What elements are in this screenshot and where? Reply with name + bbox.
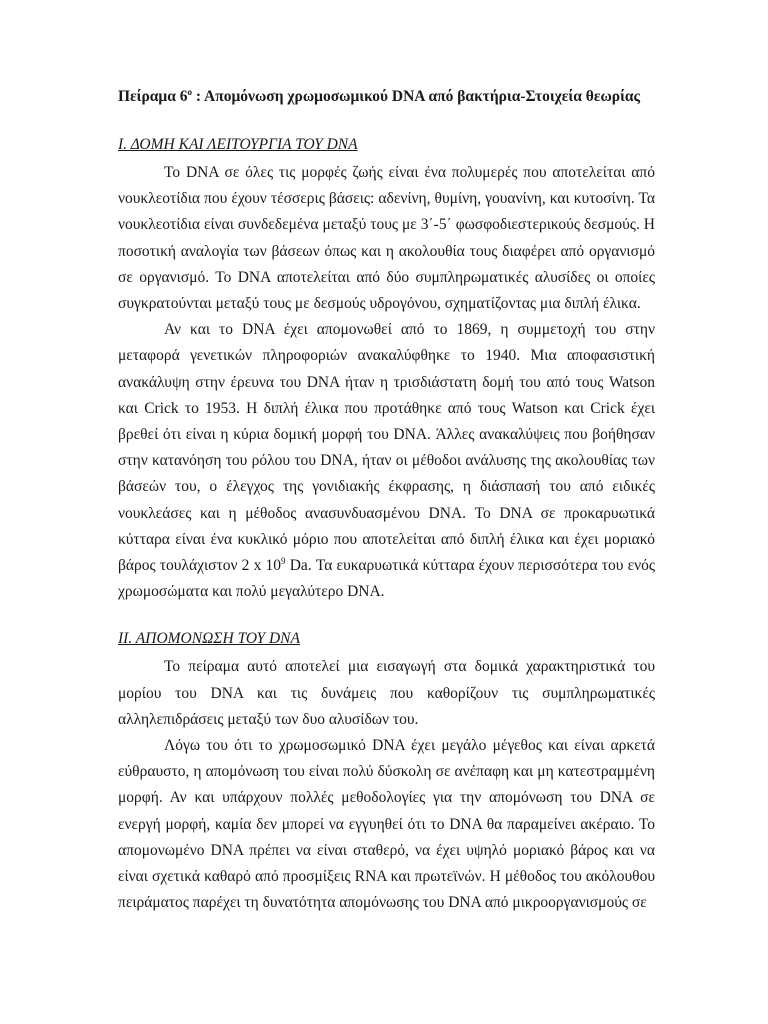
section-heading-structure: Ι. ΔΟΜΗ ΚΑΙ ΛΕΙΤΟΥΡΓΙΑ ΤΟΥ DNA <box>118 136 358 153</box>
title-text-rest: : Απομόνωση χρωμοσωμικού DNA από βακτήρια-Στοιχεία θεωρίας <box>192 88 641 105</box>
paragraph-isolation-2: Λόγω του ότι το χρωμοσωμικό DNA έχει μεγάλο μέγεθος και είναι αρκετά εύθραυστο, η απομόνωση του είναι πολύ δύσκολη σε ανέπαφη και μη κατεστραμμένη μορφή. Αν και υπάρχουν πολλές μεθοδολογίες για την απομόνωση του DNA σε ενεργή μορφή, καμία δεν μπορεί να εγγυηθεί ότι το DNA θα παραμείνει ακέραιο. Το απομονωμένο DNA πρέπει να είναι σταθερό, να έχει υψηλό μοριακό βάρος και να είναι σχετικά καθαρό από προσμίξεις RNA και πρωτεϊνών. Η μέθοδος του ακόλουθου πειράματος παρέχει τη δυνατότητα απομόνωσης του DNA από μικροοργανισμούς σε <box>118 737 655 912</box>
title-text: Πείραμα 6 <box>118 88 188 105</box>
paragraph-structure-1: Το DNA σε όλες τις μορφές ζωής είναι ένα πολυμερές που αποτελείται από νουκλεοτίδια που έχουν τέσσερις βάσεις: αδενίνη, θυμίνη, γουανίνη, και κυτοσίνη. Τα νουκλεοτίδια είναι συνδεδεμένα μεταξύ τους με 3΄-5΄ φωσφοδιεστερικούς δεσμούς. Η ποσοτική αναλογία των βάσεων όπως και η ακολουθία τους διαφέρει από οργανισμό σε οργανισμό. Το DNA αποτελείται από δύο συμπληρωματικές αλυσίδες οι οποίες συγκρατούνται μεταξύ τους με δεσμούς υδρογόνου, σχηματίζοντας μια διπλή έλικα. <box>118 164 655 313</box>
paragraph-text: Αν και το DNA έχει απομονωθεί από το 1869, η συμμετοχή του στην μεταφορά γενετικών πληροφοριών ανακαλύφθηκε το 1940. Μια αποφασιστική ανακάλυψη στην έρευνα του DNA ήταν η τρισδιάστατη δομή του από τους Watson και Crick το 1953. Η διπλή έλικα που προτάθηκε από τους Watson και Crick έχει βρεθεί ότι είναι η κύρια δομική μορφή του DNA. Άλλες ανακαλύψεις που βοήθησαν στην κατανόηση του ρόλου του DNA, ήταν οι μέθοδοι ανάλυσης της ακολουθίας των βάσεών του, ο έλεγχος της γονιδιακής έκφρασης, η διάσπασή του από ειδικές νουκλεάσες και η μέθοδος ανασυνδυασμένου DNA. Το DNA σε προκαρυωτικά κύτταρα είναι ένα κυκλικό μόριο που αποτελείται από διπλή έλικα και έχει μοριακό βάρος τουλάχιστον 2 x 10 <box>118 321 655 575</box>
paragraph-structure-2 <box>118 317 655 605</box>
title-superscript: ο <box>187 86 192 97</box>
section-heading-isolation: ΙΙ. ΑΠΟΜΟΝΩΣΗ ΤΟΥ DNA <box>118 630 300 648</box>
document-title <box>118 86 655 108</box>
section-gap <box>118 605 655 616</box>
paragraph-text-rest: Da. Τα ευκαρυωτικά κύτταρα έχουν περισσότερα του ενός χρωμοσώματα και πολύ μεγαλύτερο DNA. <box>118 557 655 601</box>
exponent-superscript: 9 <box>281 555 286 566</box>
paragraph-isolation-1: Το πείραμα αυτό αποτελεί μια εισαγωγή στα δομικά χαρακτηριστικά του μορίου του DNA και τις δυνάμεις που καθορίζουν τις συμπληρωματικές αλληλεπιδράσεις μεταξύ των δυο αλυσίδων του. <box>118 658 655 728</box>
